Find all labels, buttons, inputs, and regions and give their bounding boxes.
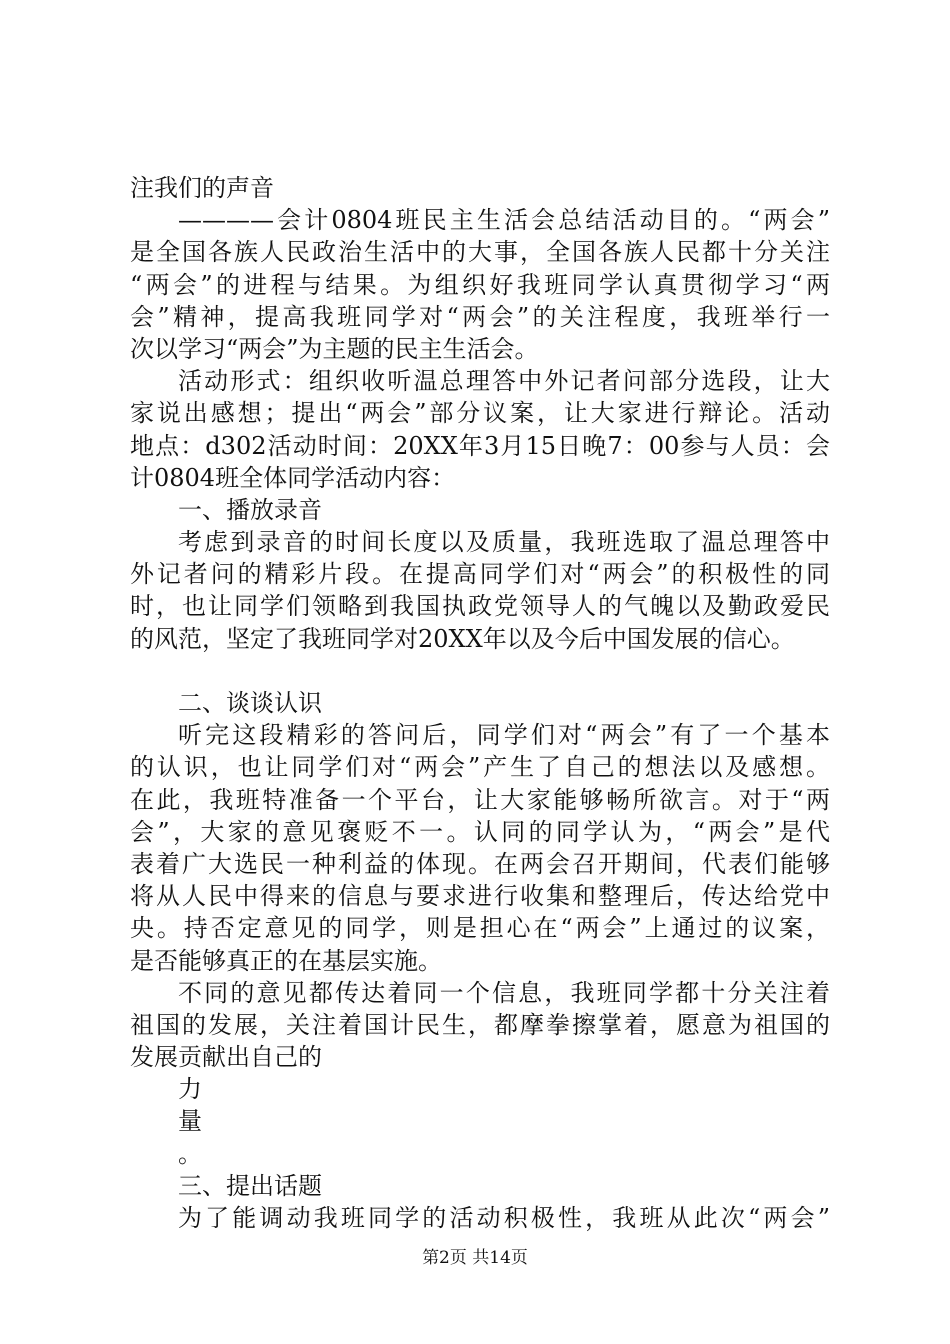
text-line: 将从人民中得来的信息与要求进行收集和整理后，传达给党中 — [130, 882, 830, 911]
text-line: 会”，大家的意见褒贬不一。认同的同学认为，“两会”是代 — [130, 817, 830, 846]
text-line: 央。持否定意见的同学，则是担心在“两会”上通过的议案， — [130, 914, 830, 943]
blank-line — [130, 655, 830, 687]
text-line: 发展贡献出自己的 — [130, 1043, 322, 1072]
section-heading: 一、播放录音 — [178, 495, 322, 524]
text-line: 是否能够真正的在基层实施。 — [130, 946, 442, 975]
text-line: 是全国各族人民政治生活中的大事，全国各族人民都十分关注 — [130, 238, 830, 267]
text-line: 表着广大选民一种利益的体现。在两会召开期间，代表们能够 — [130, 849, 830, 878]
document-body — [130, 172, 830, 1234]
text-line: 注我们的声音 — [130, 174, 274, 202]
text-line: 不同的意见都传达着同一个信息，我班同学都十分关注着 — [178, 978, 830, 1007]
text-line: 的认识，也让同学们对“两会”产生了自己的想法以及感想。 — [130, 753, 830, 782]
text-line: 计0804班全体同学活动内容： — [130, 463, 456, 492]
text-line: 外记者问的精彩片段。在提高同学们对“两会”的积极性的同 — [130, 560, 830, 589]
page-footer: 第2页 共14页 — [422, 1248, 528, 1268]
text-line: 家说出感想；提出“两会”部分议案，让大家进行辩论。活动 — [130, 399, 830, 428]
text-line: ————会计0804班民主生活会总结活动目的。“两会” — [178, 206, 830, 235]
text-line: 地点：d302活动时间：20XX年3月15日晚7：00参与人员：会 — [130, 431, 830, 460]
text-line: 量 — [178, 1107, 202, 1136]
text-line: 祖国的发展，关注着国计民生，都摩拳擦掌着，愿意为祖国的 — [130, 1010, 830, 1039]
text-line: 时，也让同学们领略到我国执政党领导人的气魄以及勤政爱民 — [130, 592, 830, 621]
text-line: 的风范，坚定了我班同学对20XX年以及今后中国发展的信心。 — [130, 624, 795, 653]
text-line: “两会”的进程与结果。为组织好我班同学认真贯彻学习“两 — [130, 270, 830, 299]
text-line: 力 — [178, 1075, 202, 1104]
text-line: 会”精神，提高我班同学对“两会”的关注程度，我班举行一 — [130, 302, 830, 331]
section-heading: 二、谈谈认识 — [178, 689, 322, 717]
section-heading: 三、提出话题 — [178, 1171, 322, 1200]
text-line: 考虑到录音的时间长度以及质量，我班选取了温总理答中 — [178, 528, 830, 557]
text-line: 。 — [178, 1139, 202, 1168]
text-line: 听完这段精彩的答问后，同学们对“两会”有了一个基本 — [178, 721, 830, 750]
text-line: 活动形式：组织收听温总理答中外记者问部分选段，让大 — [178, 367, 830, 396]
text-line: 在此，我班特准备一个平台，让大家能够畅所欲言。对于“两 — [130, 785, 830, 814]
text-line: 次以学习“两会”为主题的民主生活会。 — [130, 334, 539, 363]
text-line: 为了能调动我班同学的活动积极性，我班从此次“两会” — [178, 1204, 830, 1232]
